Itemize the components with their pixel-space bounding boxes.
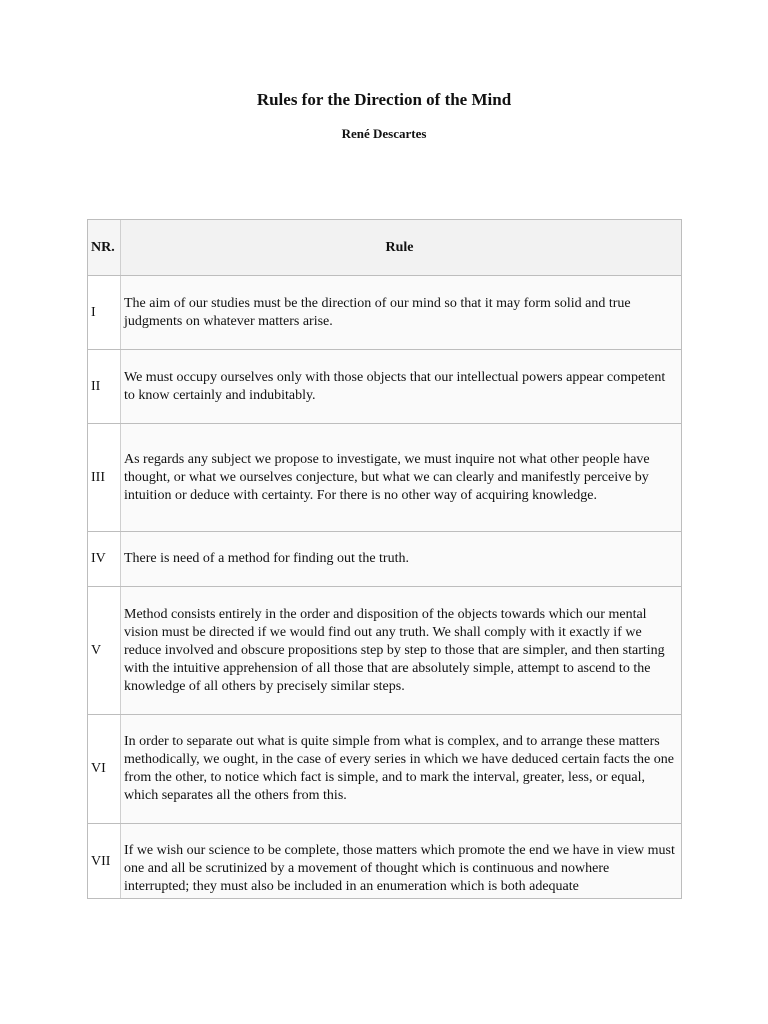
rule-text: The aim of our studies must be the direction of our mind so that it may form solid and true judgments on whatever matters arise. bbox=[120, 276, 681, 349]
rules-table bbox=[87, 219, 682, 899]
rule-text: If we wish our science to be complete, those matters which promote the end we have in view must one and all be scrutinized by a movement of thought which is continuous and nowhere interrupted; they must also be included in an enumeration which is both adequate bbox=[120, 824, 681, 899]
table-row bbox=[88, 423, 681, 531]
rule-text: There is need of a method for finding out the truth. bbox=[120, 532, 681, 586]
table-row bbox=[88, 275, 681, 349]
rule-number: I bbox=[88, 276, 120, 349]
header-nr: NR. bbox=[88, 220, 120, 275]
table-row bbox=[88, 349, 681, 423]
rule-number: IV bbox=[88, 532, 120, 586]
rule-number: VII bbox=[88, 824, 120, 899]
rule-text: In order to separate out what is quite simple from what is complex, and to arrange these matters methodically, we ought, in the case of every series in which we have deduced certain facts the one from the other, to notice which fact is simple, and to mark the interval, greater, less, or equal, which separates all the others from this. bbox=[120, 715, 681, 823]
rule-text: Method consists entirely in the order and disposition of the objects towards which our mental vision must be directed if we would find out any truth. We shall comply with it exactly if we reduce involved and obscure propositions step by step to those that are simpler, and then starting with the intuitive apprehension of all those that are absolutely simple, attempt to ascend to the knowledge of all others by precisely similar steps. bbox=[120, 587, 681, 714]
rule-number: VI bbox=[88, 715, 120, 823]
rule-number: V bbox=[88, 587, 120, 714]
rule-number: III bbox=[88, 424, 120, 531]
table-row bbox=[88, 823, 681, 899]
table-header-row bbox=[88, 220, 681, 275]
table-row bbox=[88, 586, 681, 714]
rule-number: II bbox=[88, 350, 120, 423]
header-rule: Rule bbox=[120, 220, 681, 275]
table-row bbox=[88, 531, 681, 586]
author-name: René Descartes bbox=[341, 126, 427, 141]
rule-text: We must occupy ourselves only with those objects that our intellectual powers appear competent to know certainly and indubitably. bbox=[120, 350, 681, 423]
table-row bbox=[88, 714, 681, 823]
page-title: Rules for the Direction of the Mind bbox=[256, 90, 512, 109]
rule-text: As regards any subject we propose to investigate, we must inquire not what other people have thought, or what we ourselves conjecture, but what we can clearly and manifestly perceive by intuition or deduce with certainty. For there is no other way of acquiring knowledge. bbox=[120, 424, 681, 531]
